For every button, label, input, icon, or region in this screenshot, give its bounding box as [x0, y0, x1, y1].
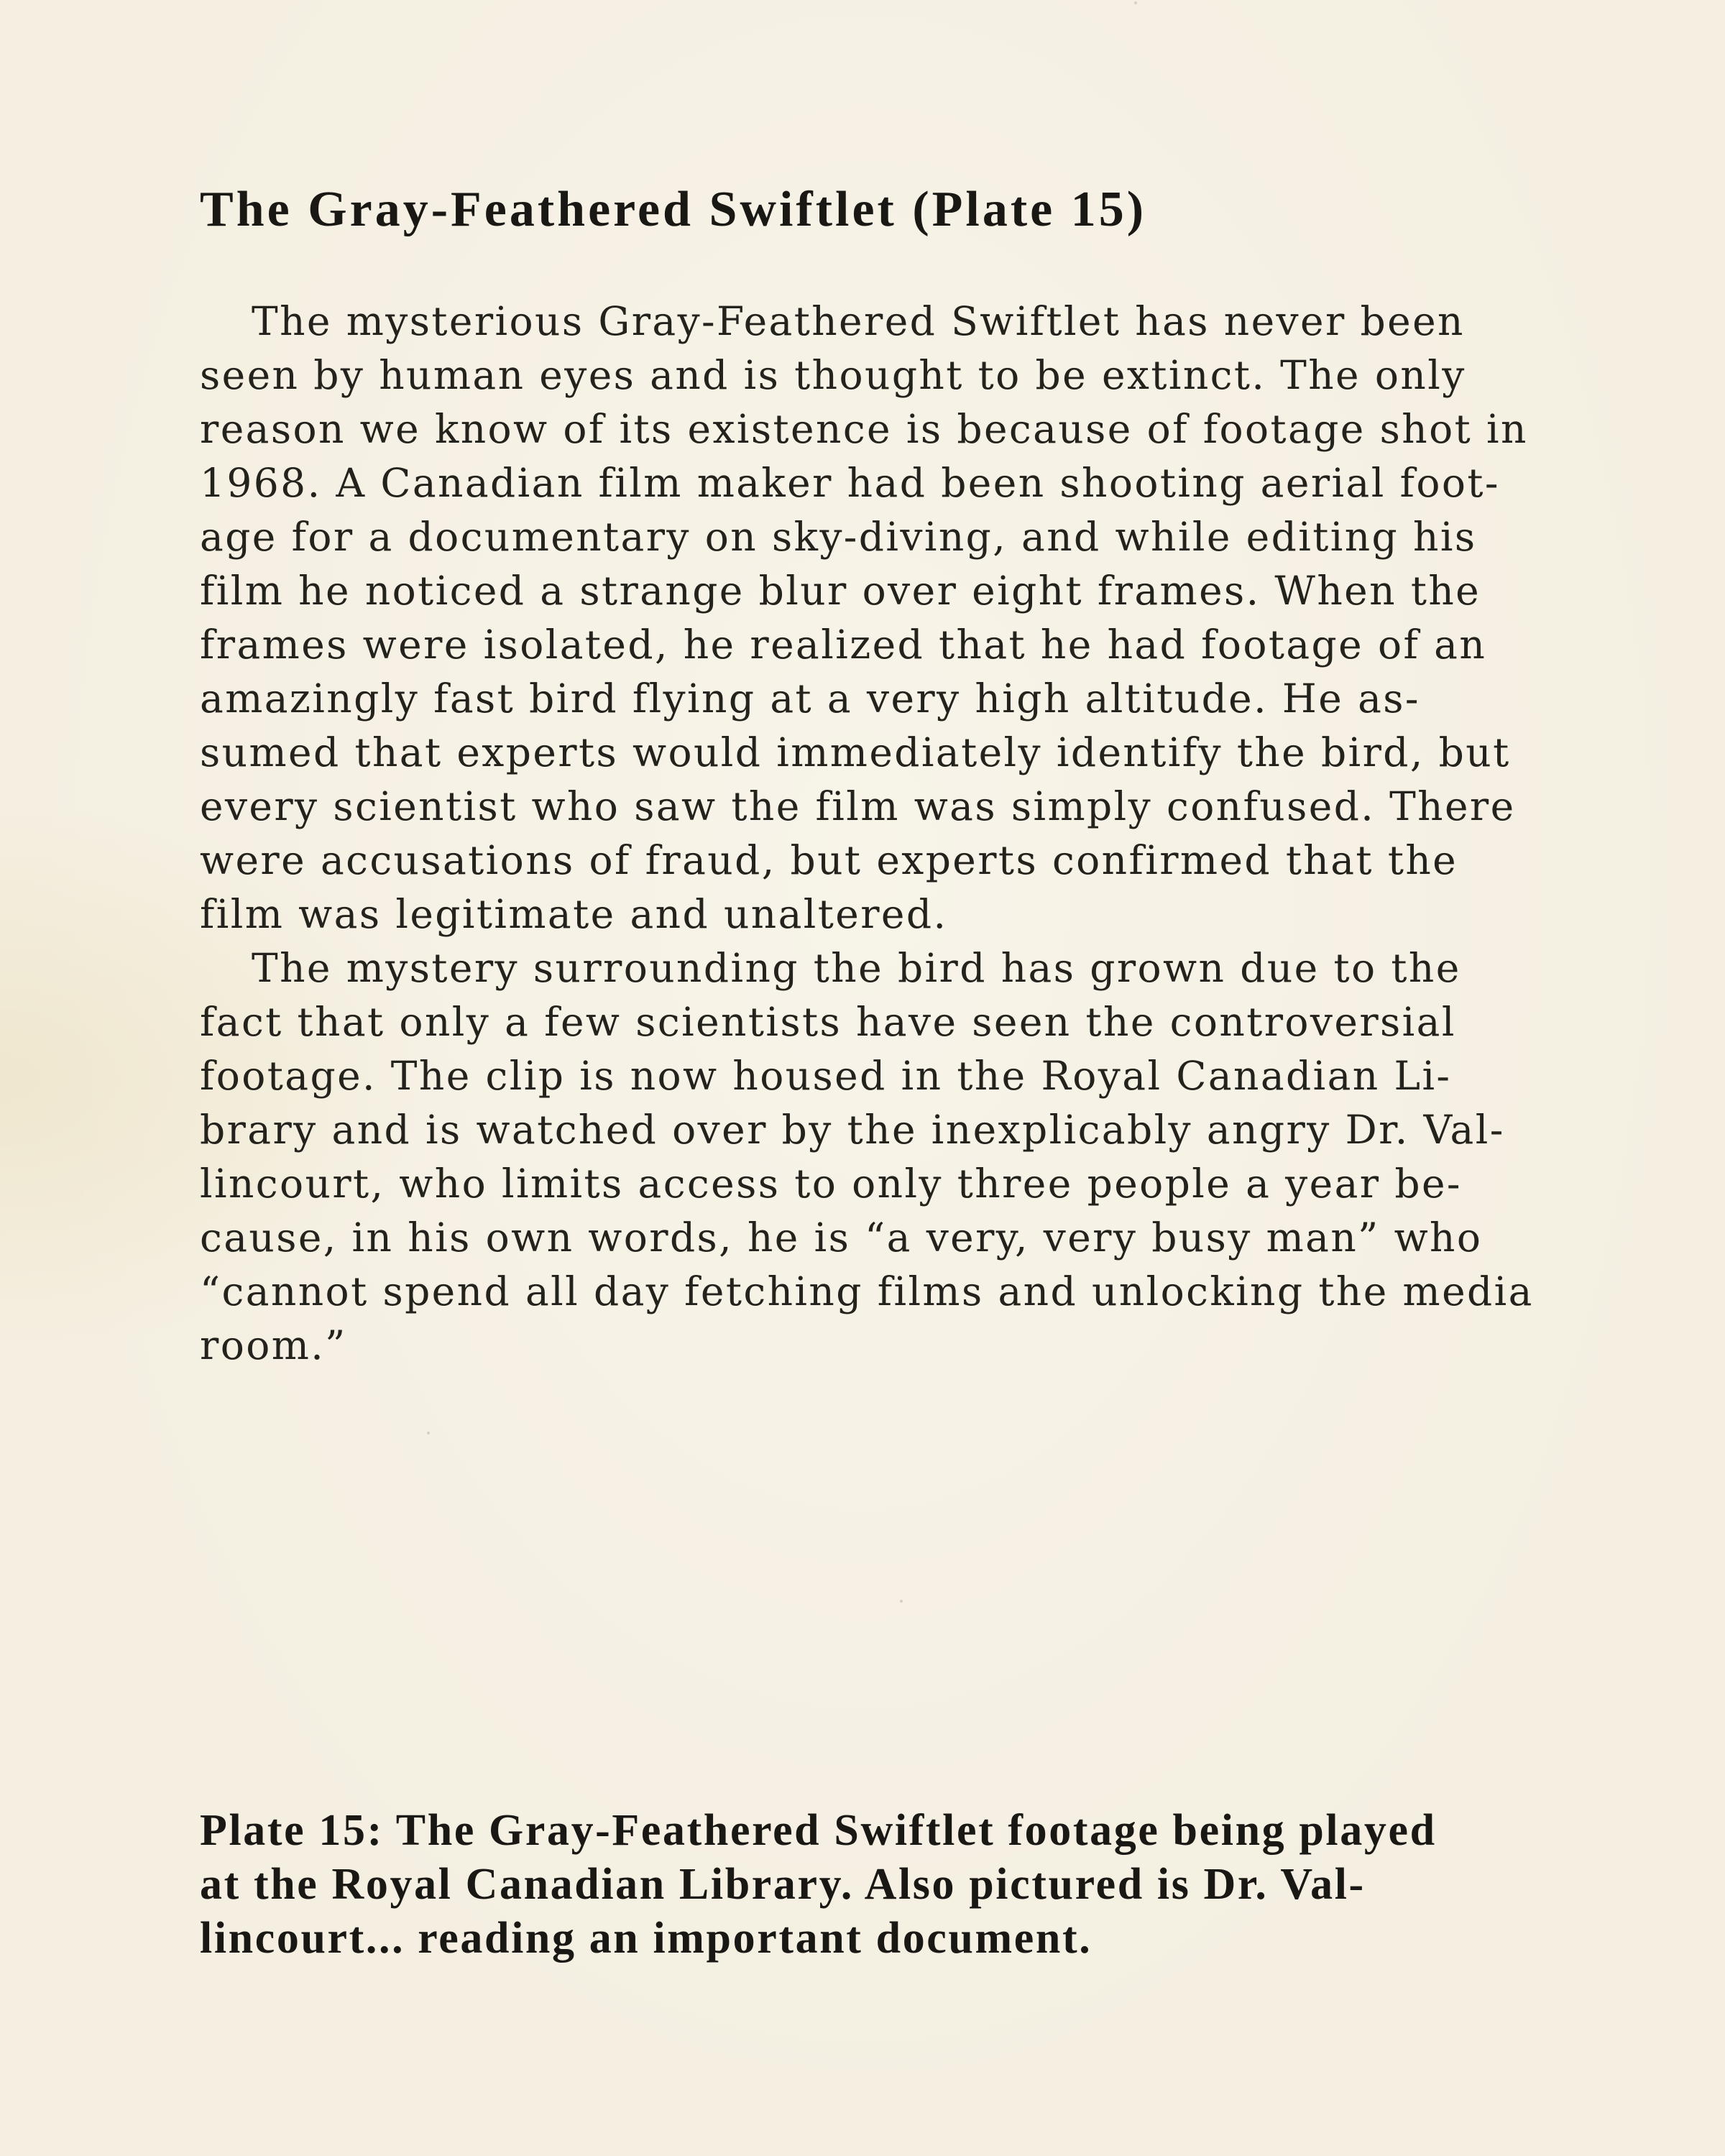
paragraph-2-line-3: footage. The clip is now housed in the Royal Canadian Li- — [200, 1053, 1452, 1099]
paragraph-2-line-6: cause, in his own words, he is “a very, very busy man” who — [200, 1215, 1483, 1261]
paragraph-2-line-2: fact that only a few scientists have seen the controversial — [200, 999, 1456, 1045]
paragraph-1-line-4: 1968. A Canadian film maker had been shooting aerial foot- — [200, 460, 1500, 506]
paragraph-1-line-12: film was legitimate and unaltered. — [200, 891, 948, 937]
caption-line-1: Plate 15: The Gray-Feathered Swiftlet footage being played — [200, 1806, 1437, 1855]
paragraph-1-line-1: The mysterious Gray-Feathered Swiftlet has never been — [252, 298, 1465, 344]
paragraph-1-line-7: frames were isolated, he realized that he had footage of an — [200, 622, 1487, 668]
paragraph-2-line-8: room.” — [200, 1322, 347, 1368]
paragraph-1-line-10: every scientist who saw the film was simply confused. There — [200, 783, 1516, 829]
plate-caption — [200, 1804, 1537, 1966]
page-title: The Gray-Feathered Swiftlet (Plate 15) — [200, 182, 1147, 237]
caption-line-2: at the Royal Canadian Library. Also pictured is Dr. Val- — [200, 1860, 1366, 1909]
paragraph-1-line-2: seen by human eyes and is thought to be extinct. The only — [200, 352, 1466, 398]
paragraph-2-line-7: “cannot spend all day fetching films and unlocking the media — [200, 1268, 1534, 1314]
paper-speck — [427, 1432, 430, 1434]
paragraph-1-line-6: film he noticed a strange blur over eight frames. When the — [200, 568, 1481, 614]
paragraph-2-line-4: brary and is watched over by the inexplicably angry Dr. Val- — [200, 1107, 1505, 1153]
paper-speck — [900, 1600, 903, 1603]
paragraph-1-line-9: sumed that experts would immediately identify the bird, but — [200, 729, 1511, 775]
caption-line-3: lincourt... reading an important document. — [200, 1914, 1092, 1963]
paragraph-2-line-5: lincourt, who limits access to only three people a year be- — [200, 1161, 1462, 1207]
paragraph-1-line-11: were accusations of fraud, but experts confirmed that the — [200, 837, 1458, 883]
body-text — [200, 295, 1537, 1373]
paragraph-2-line-1: The mystery surrounding the bird has grown due to the — [252, 945, 1461, 991]
paper-speck — [1134, 1, 1137, 4]
paragraph-1-line-8: amazingly fast bird flying at a very high altitude. He as- — [200, 676, 1420, 722]
paragraph-1-line-3: reason we know of its existence is because of footage shot in — [200, 406, 1528, 452]
paragraph-1-line-5: age for a documentary on sky-diving, and while editing his — [200, 514, 1477, 560]
